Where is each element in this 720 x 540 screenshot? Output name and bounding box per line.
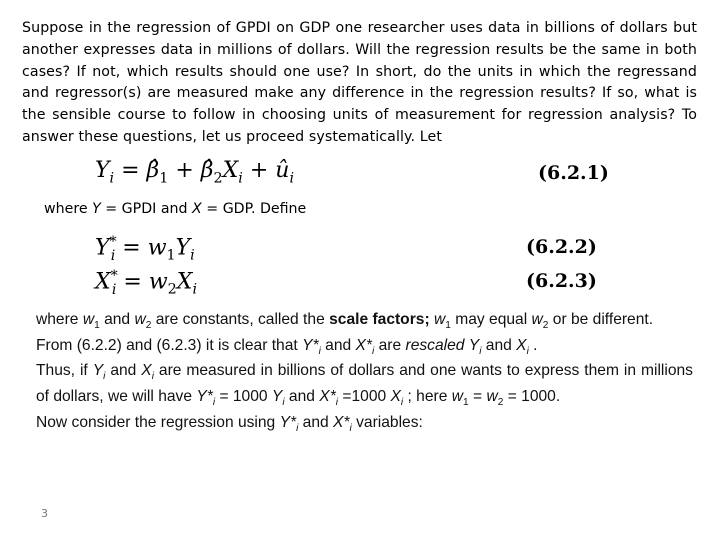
note-line-millions: Thus, if $Y_i$ and $X_i$ are measured in billions of dollars and one wants to express them in millions of dollars, we will have $Y*_i = 1000$ $Y_i$ and $X*_i =1000$ $X_i$ ; here $w_1 = w_2 = 1000$. — [36, 362, 693, 409]
intro-paragraph: Suppose in the regression of GPDI on GDP one researcher uses data in billions of dollars but another expresses data in millions of dollars. Will the regression results be the same in both cases? If not, which results should one use? In short, do the units in which the regressand and regressor(s) are measured make any difference in the regression results? If so, what is the sensible course to follow in choosing units of measurement for regression analysis? To answer these questions, let us proceed systematically. Let — [22, 20, 697, 145]
equation-6-2-2: $Y^*_i = w_1Y_i$ — [95, 234, 195, 264]
equation-number-6-2-3: (6.2.3) — [526, 270, 597, 292]
note-line-scale-factors: where $w_1$ and $w_2$ are constants, called the scale factors; $w_1$ may equal $w_2$ or be different. — [36, 311, 654, 332]
where-define-line: where Y = GPDI and X = GDP. Define — [44, 201, 307, 217]
note-line-regression: Now consider the regression using $Y*_i$ and $X*_i$ variables: — [36, 413, 423, 434]
equation-6-2-3: $X^*_i = w_2X_i$ — [95, 268, 198, 298]
equation-number-6-2-2: (6.2.2) — [526, 236, 597, 258]
equation-number-6-2-1: (6.2.1) — [538, 162, 609, 184]
equation-6-2-1: $Y_i$ = $\betâ_1$ + $\betâ_2X_i$ + $û_i$ — [95, 158, 295, 187]
slide-number: 3 — [41, 507, 48, 520]
scale-factors-note — [36, 310, 693, 439]
note-line-rescaled: From (6.2.2) and (6.2.3) it is clear that $Y*_i$ and $X*_i$ are rescaled $Y_i$ and $X_i$ . — [36, 336, 538, 357]
